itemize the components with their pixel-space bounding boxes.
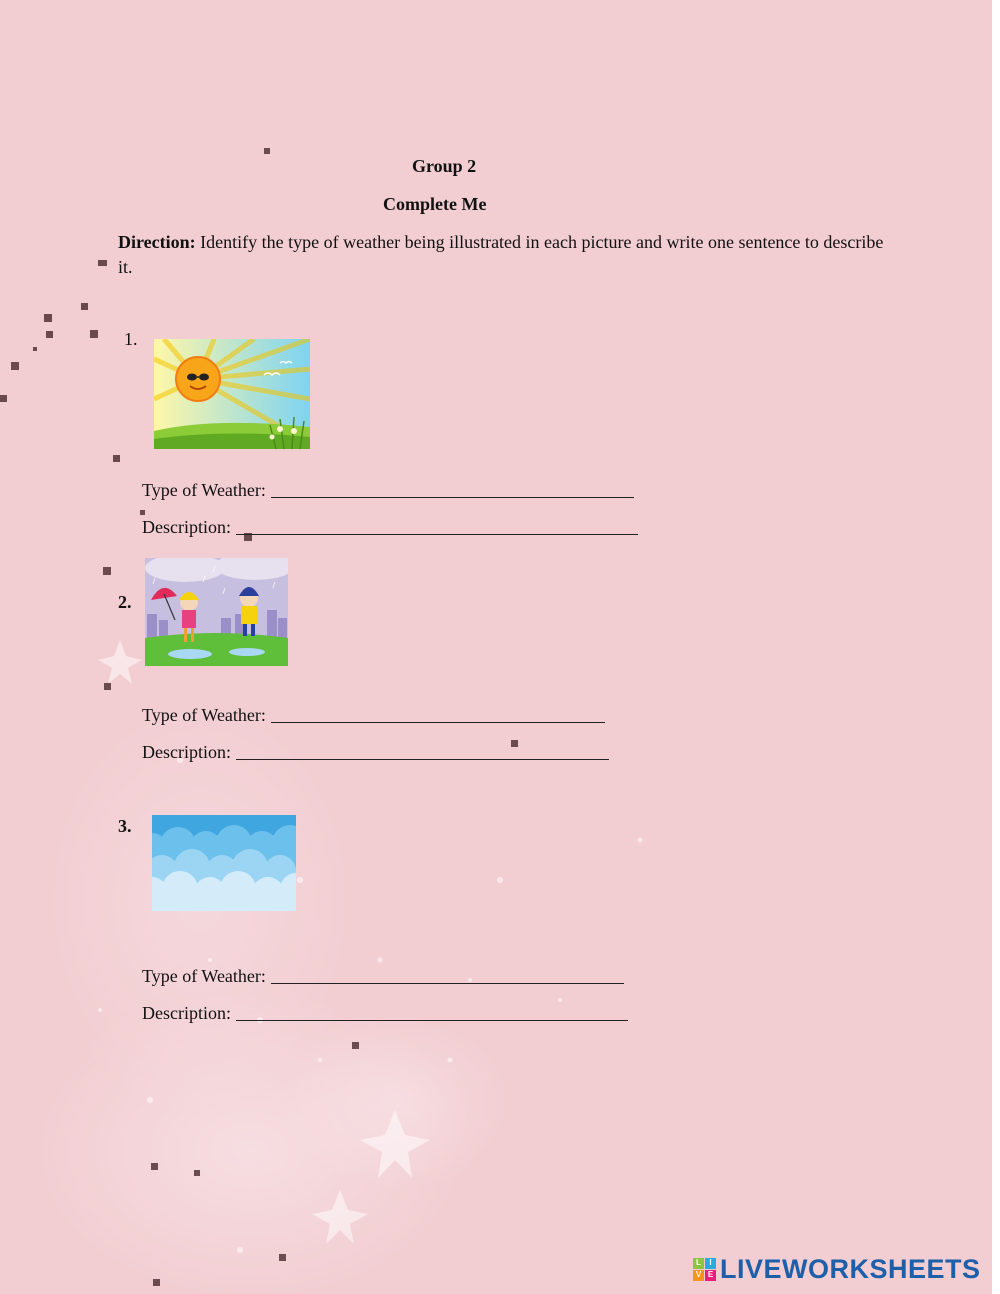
sunny-weather-image [154, 339, 310, 449]
item-2-type-row [142, 704, 605, 726]
item-2-description-label: Description: [142, 742, 231, 762]
item-3-number: 3. [118, 816, 132, 836]
item-1-description-label: Description: [142, 517, 231, 537]
item-2-type-blank[interactable] [271, 704, 605, 723]
rainy-weather-image [145, 558, 288, 666]
logo-letter-e: E [705, 1270, 716, 1281]
item-3-type-blank[interactable] [271, 965, 624, 984]
direction-label: Direction: [118, 232, 196, 252]
item-1-description-row [142, 516, 638, 538]
liveworksheets-logo-text: LIVEWORKSHEETS [720, 1253, 981, 1284]
item-1-description-blank[interactable] [236, 516, 638, 535]
item-1-type-label: Type of Weather: [142, 480, 266, 500]
item-2-description-row [142, 741, 609, 763]
direction-paragraph [118, 230, 898, 280]
item-3-type-label: Type of Weather: [142, 966, 266, 986]
cloudy-weather-image [152, 815, 296, 911]
logo-letter-i: I [705, 1258, 716, 1269]
item-3-description-label: Description: [142, 1003, 231, 1023]
logo-letter-v: V [693, 1270, 704, 1281]
page-edge [992, 0, 1000, 1294]
item-3-description-row [142, 1002, 628, 1024]
direction-text: Identify the type of weather being illustrated in each picture and write one sentence to describe it. [118, 232, 884, 277]
item-1-type-blank[interactable] [271, 479, 634, 498]
item-2-number: 2. [118, 592, 132, 612]
item-1-type-row [142, 479, 634, 501]
item-3-type-row [142, 965, 624, 987]
worksheet-subtitle: Complete Me [383, 194, 487, 214]
item-1-number: 1. [124, 329, 138, 349]
liveworksheets-logo [693, 1254, 981, 1284]
liveworksheets-logo-icon [693, 1258, 716, 1281]
item-3-description-blank[interactable] [236, 1002, 628, 1021]
item-2-description-blank[interactable] [236, 741, 609, 760]
group-title: Group 2 [412, 156, 477, 176]
item-2-type-label: Type of Weather: [142, 705, 266, 725]
logo-letter-l: L [693, 1258, 704, 1269]
